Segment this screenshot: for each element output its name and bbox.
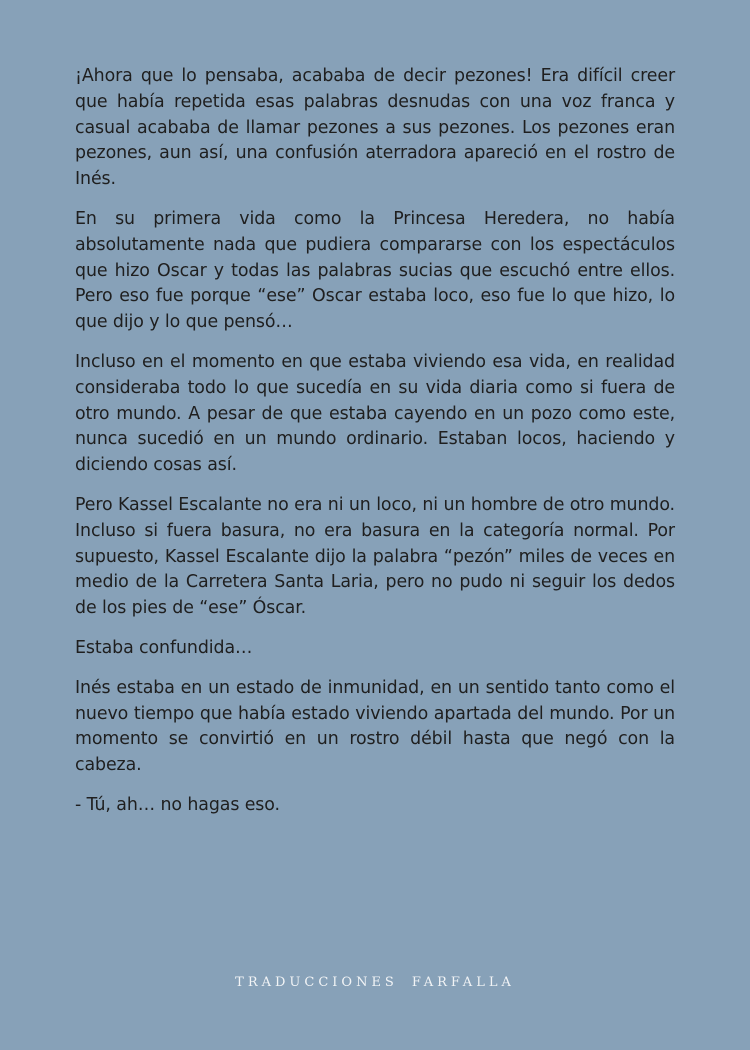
paragraph-7: - Tú, ah… no hagas eso.: [75, 794, 280, 815]
paragraph-5: Estaba confundida…: [75, 637, 253, 658]
paragraph-3: Incluso en el momento en que estaba viviendo esa vida, en realidad consideraba todo lo que sucedía en su vida diaria como si fuera de otro mundo. A pesar de que estaba cayendo en un pozo como este, nunca sucedió en un mundo ordinario. Estaban locos, haciendo y diciendo cosas así.: [75, 351, 675, 476]
footer-word-1: TRADUCCIONES: [235, 975, 398, 990]
paragraph-6: Inés estaba en un estado de inmunidad, en un sentido tanto como el nuevo tiempo que había estado viviendo apartada del mundo. Por un momento se convirtió en un rostro débil hasta que negó con la cabeza.: [75, 677, 675, 776]
page-body: [75, 64, 675, 833]
footer-credit: [0, 975, 750, 990]
paragraph-4: Pero Kassel Escalante no era ni un loco, ni un hombre de otro mundo. Incluso si fuera basura, no era basura en la categoría normal. Por supuesto, Kassel Escalante dijo la palabra “pezón” miles de veces en medio de la Carretera Santa Laria, pero no pudo ni seguir los dedos de los pies de “ese” Óscar.: [75, 494, 675, 619]
paragraph-1: ¡Ahora que lo pensaba, acababa de decir pezones! Era difícil creer que había repetida esas palabras desnudas con una voz franca y casual acababa de llamar pezones a sus pezones. Los pezones eran pezones, aun así, una confusión aterradora apareció en el rostro de Inés.: [75, 66, 675, 190]
footer-word-2: FARFALLA: [411, 975, 515, 990]
paragraph-2: En su primera vida como la Princesa Heredera, no había absolutamente nada que pudiera compararse con los espectáculos que hizo Oscar y todas las palabras sucias que escuchó entre ellos. Pero eso fue porque “ese” Oscar estaba loco, eso fue lo que hizo, lo que dijo y lo que pensó…: [75, 208, 675, 333]
